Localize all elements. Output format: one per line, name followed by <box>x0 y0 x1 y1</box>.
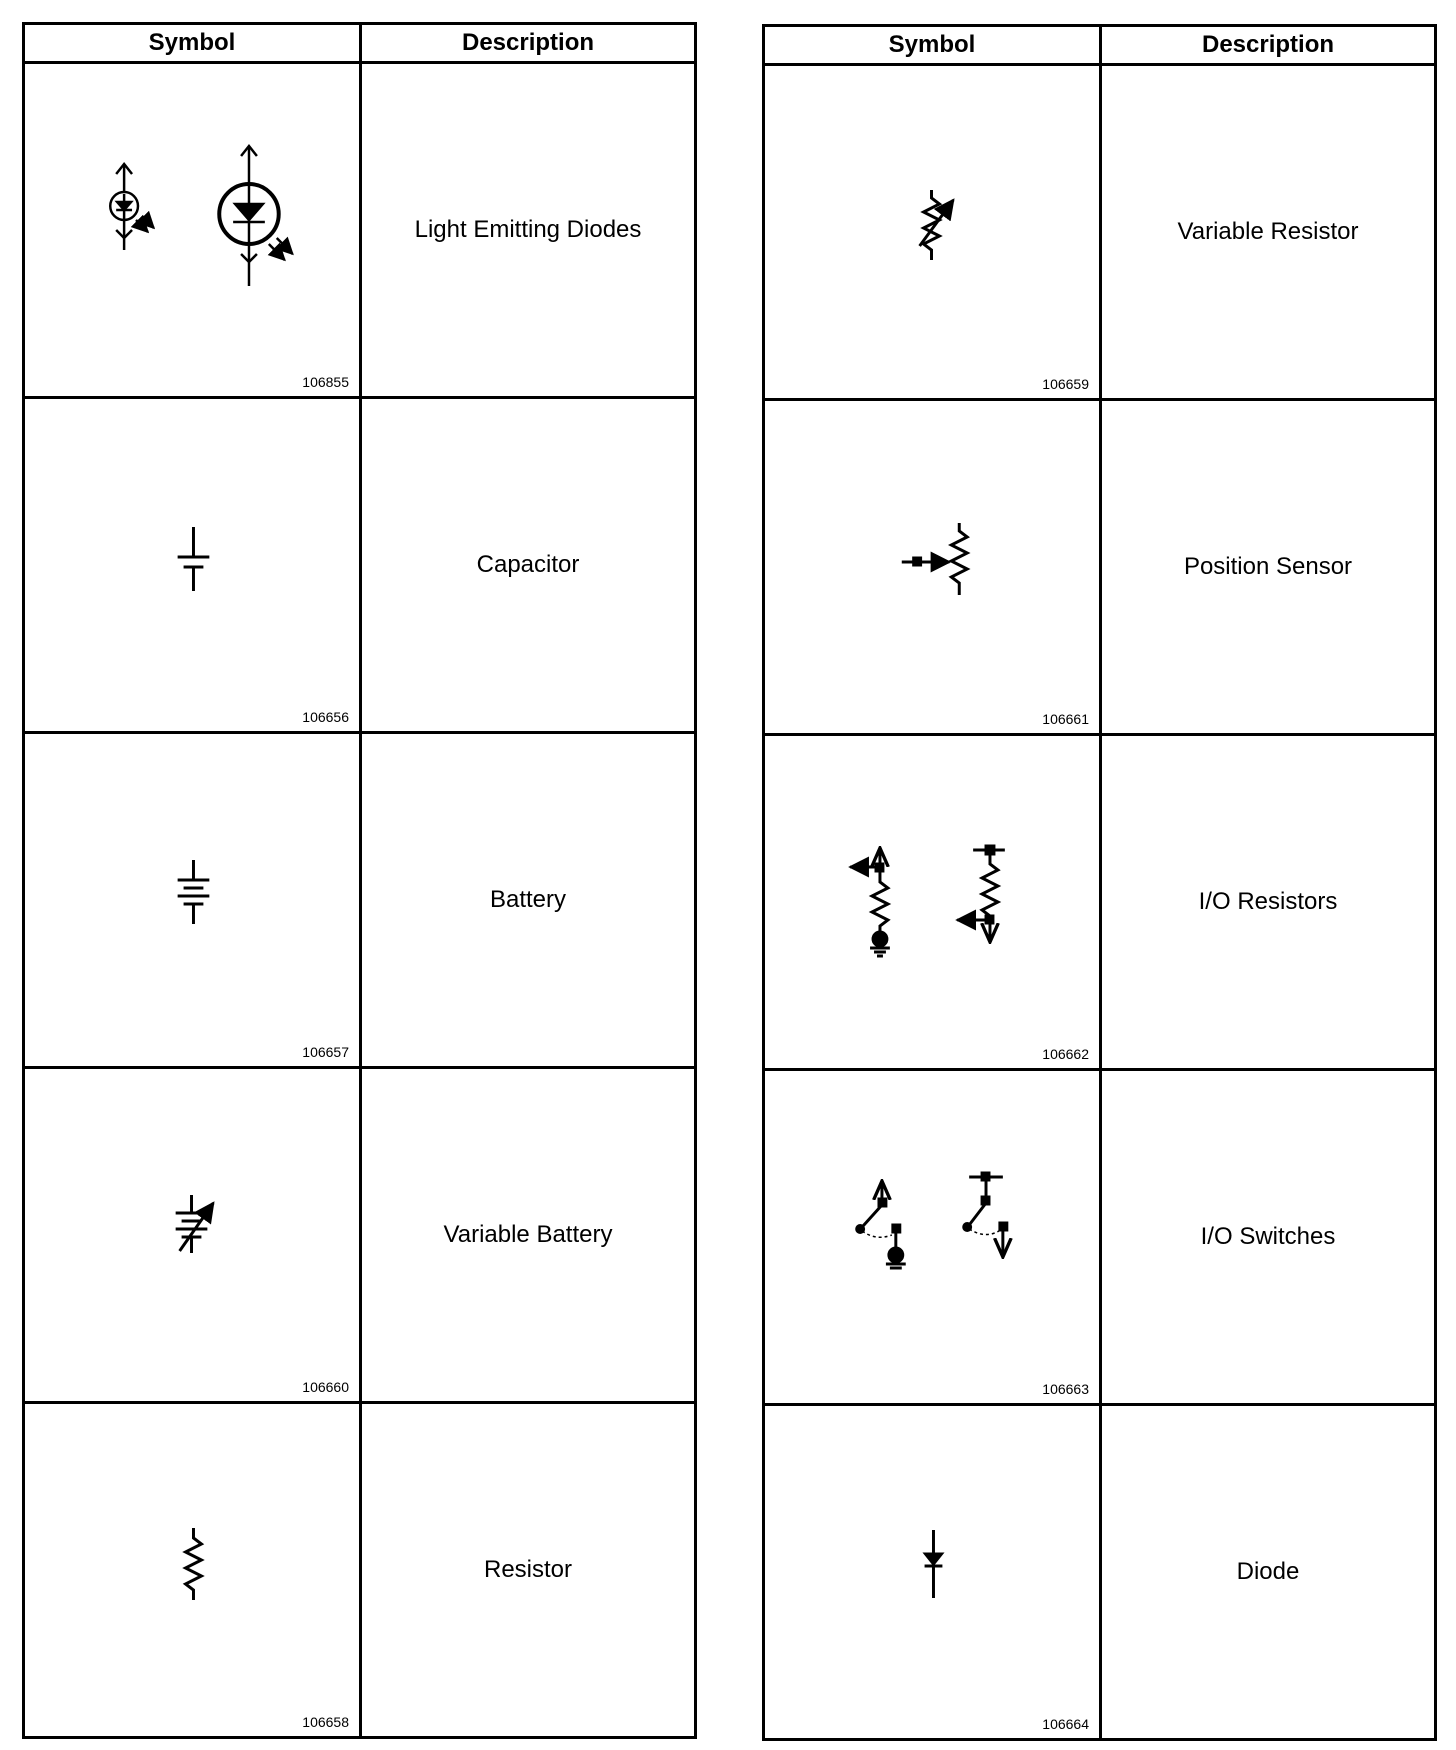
table-row <box>764 65 1436 400</box>
reference-number: 106660 <box>302 1379 349 1395</box>
symbol-cell <box>764 400 1101 735</box>
io-switches-symbol <box>765 1071 1099 1403</box>
variable-resistor-symbol <box>765 66 1099 398</box>
symbol-table-left <box>22 22 697 1739</box>
description-cell: I/O Switches <box>1101 1070 1436 1405</box>
reference-number: 106662 <box>1042 1046 1089 1062</box>
symbol-column-header: Symbol <box>24 24 361 63</box>
reference-number: 106855 <box>302 374 349 390</box>
symbol-cell <box>764 1070 1101 1405</box>
table-row <box>764 1405 1436 1740</box>
symbol-cell <box>24 1403 361 1738</box>
reference-number: 106657 <box>302 1044 349 1060</box>
symbol-cell <box>764 735 1101 1070</box>
light-emitting-diodes-symbol <box>25 64 359 396</box>
variable-battery-symbol <box>25 1069 359 1401</box>
table-row <box>764 400 1436 735</box>
description-cell: Light Emitting Diodes <box>361 63 696 398</box>
io-resistors-symbol <box>765 736 1099 1068</box>
table-row <box>24 1403 696 1738</box>
description-cell: Position Sensor <box>1101 400 1436 735</box>
reference-number: 106659 <box>1042 376 1089 392</box>
symbol-column-header: Symbol <box>764 26 1101 65</box>
description-cell: Variable Resistor <box>1101 65 1436 400</box>
description-column-header: Description <box>1101 26 1436 65</box>
symbol-cell <box>24 63 361 398</box>
symbol-cell <box>764 65 1101 400</box>
reference-number: 106656 <box>302 709 349 725</box>
reference-number: 106664 <box>1042 1716 1089 1732</box>
description-column-header: Description <box>361 24 696 63</box>
symbol-cell <box>764 1405 1101 1740</box>
table-row <box>764 735 1436 1070</box>
resistor-symbol <box>25 1404 359 1736</box>
description-cell: Battery <box>361 733 696 1068</box>
description-cell: Diode <box>1101 1405 1436 1740</box>
symbol-cell <box>24 398 361 733</box>
description-cell: I/O Resistors <box>1101 735 1436 1070</box>
reference-number: 106661 <box>1042 711 1089 727</box>
symbol-table-right <box>762 24 1437 1741</box>
table-row <box>24 398 696 733</box>
table-row <box>764 1070 1436 1405</box>
symbol-cell <box>24 1068 361 1403</box>
table-row <box>24 1068 696 1403</box>
table-row <box>24 733 696 1068</box>
diode-symbol <box>765 1406 1099 1738</box>
reference-number: 106658 <box>302 1714 349 1730</box>
description-cell: Capacitor <box>361 398 696 733</box>
symbol-cell <box>24 733 361 1068</box>
table-header-row <box>24 24 696 63</box>
battery-symbol <box>25 734 359 1066</box>
table-row <box>24 63 696 398</box>
table-header-row <box>764 26 1436 65</box>
description-cell: Variable Battery <box>361 1068 696 1403</box>
position-sensor-symbol <box>765 401 1099 733</box>
capacitor-symbol <box>25 399 359 731</box>
description-cell: Resistor <box>361 1403 696 1738</box>
reference-number: 106663 <box>1042 1381 1089 1397</box>
